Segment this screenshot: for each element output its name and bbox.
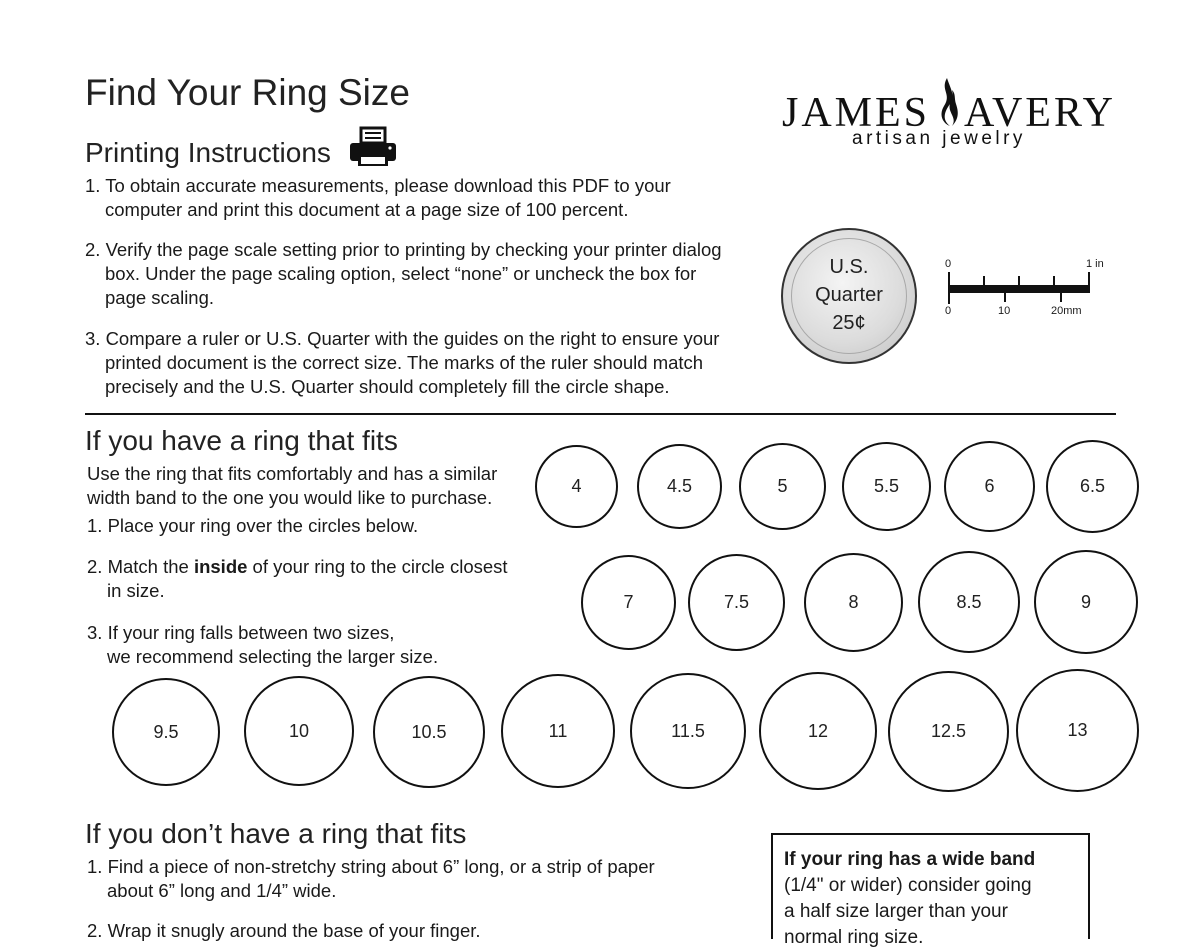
have-ring-intro: [87, 462, 497, 510]
step-text-cont: page scaling.: [105, 287, 215, 308]
ring-size-7: [581, 555, 676, 650]
ring-size-11: [501, 674, 615, 788]
step-text-pre: 2. Match the: [87, 556, 194, 577]
ring-size-label: 10: [288, 720, 310, 741]
tip-line: a half size larger than your: [784, 901, 1008, 922]
ring-size-label: 11.5: [671, 720, 705, 741]
ring-size-label: 9: [1080, 591, 1091, 612]
step-text: 1. Find a piece of non-stretchy string about 6” long, or a strip of paper: [87, 856, 655, 877]
tip-text: [784, 847, 1036, 948]
flame-icon: [930, 82, 964, 128]
step-text-cont: we recommend selecting the larger size.: [107, 646, 439, 667]
have-ring-heading: If you have a ring that fits: [85, 425, 398, 456]
quarter-label-quarter: Quarter: [815, 284, 883, 306]
ring-size-label: 7.5: [723, 592, 750, 612]
step-text: 3. Compare a ruler or U.S. Quarter with the guides on the right to ensure your: [85, 328, 720, 349]
ring-size-label: 11: [548, 720, 568, 741]
ruler-mm-20: 20mm: [1051, 305, 1082, 317]
page-title: Find Your Ring Size: [85, 72, 410, 113]
brand-tagline: artisan jewelry: [852, 128, 1026, 149]
quarter-guide: [781, 228, 917, 364]
step-text-cont: computer and print this document at a page size of 100 percent.: [105, 199, 629, 220]
section-divider: [85, 413, 1116, 415]
ring-size-9-5: [112, 678, 220, 786]
step-text: 1. To obtain accurate measurements, please download this PDF to your: [85, 175, 671, 196]
ring-size-6-5: [1046, 440, 1139, 533]
ring-size-label: 6.5: [1079, 476, 1106, 496]
ruler-mm-0: 0: [945, 305, 952, 317]
ruler-graphic: [940, 256, 1110, 322]
ring-size-label: 13: [1067, 720, 1088, 740]
ring-size-label: 6: [984, 476, 995, 496]
ring-size-8-5: [918, 551, 1020, 653]
step-text: 1. Place your ring over the circles below.: [87, 515, 419, 536]
ring-size-7-5: [688, 554, 785, 651]
ruler-inch-start: 0: [945, 258, 952, 270]
ring-size-4: [535, 445, 618, 528]
ring-size-label: 8.5: [956, 591, 982, 612]
ring-size-5-5: [842, 442, 931, 531]
step-text: [87, 555, 508, 579]
printer-icon: [349, 127, 397, 167]
step-text-cont: printed document is the correct size. The marks of the ruler should match: [105, 352, 704, 373]
quarter-label-value: 25¢: [832, 312, 866, 334]
step-text-bold: inside: [193, 556, 248, 577]
ring-size-10: [244, 676, 354, 786]
ring-size-13: [1016, 669, 1139, 792]
ring-size-12: [759, 672, 877, 790]
ring-size-6: [944, 441, 1035, 532]
printing-step-3: [85, 327, 719, 399]
ring-size-label: 5: [777, 476, 788, 496]
ruler-guide: [940, 256, 1110, 322]
printing-step-1: [85, 174, 671, 222]
step-text-cont: about 6” long and 1/4” wide.: [107, 880, 337, 901]
logo-word-james: JAMES: [782, 90, 931, 136]
ring-size-label: 4.5: [666, 476, 693, 496]
printing-step-2: [85, 238, 722, 310]
ring-size-11-5: [630, 673, 746, 789]
ring-size-label: 12: [807, 720, 829, 741]
step-text: 2. Wrap it snugly around the base of your finger.: [87, 920, 481, 941]
step-text: 3. If your ring falls between two sizes,: [87, 622, 395, 643]
ring-size-label: 8: [848, 592, 859, 612]
ring-size-label: 4: [571, 476, 582, 496]
no-ring-step-1: [87, 855, 655, 903]
ring-size-label: 5.5: [873, 476, 900, 496]
step-text-cont: precisely and the U.S. Quarter should completely fill the circle shape.: [105, 376, 670, 397]
ring-size-label: 12.5: [930, 721, 967, 741]
step-text: 2. Verify the page scale setting prior to printing by checking your printer dialog: [85, 239, 722, 260]
ring-size-10-5: [373, 676, 485, 788]
have-ring-step-3: [87, 621, 438, 669]
ring-size-label: 10.5: [411, 721, 447, 742]
step-text-cont: box. Under the page scaling option, select “none” or uncheck the box for: [105, 263, 697, 284]
no-ring-step-2: [87, 919, 481, 943]
ring-size-8: [804, 553, 903, 652]
intro-line: Use the ring that fits comfortably and has a similar: [87, 463, 498, 484]
tip-heading: [784, 847, 1035, 873]
ruler-inch-end: 1 in: [1086, 258, 1104, 270]
step-text-cont: in size.: [107, 580, 165, 601]
ring-size-12-5: [888, 671, 1009, 792]
tip-line: (1/4" or wider) consider going: [784, 875, 1032, 896]
logo-word-avery: AVERY: [964, 90, 1116, 136]
quarter-label-us: U.S.: [829, 256, 869, 278]
have-ring-step-1: [87, 514, 418, 538]
tip-heading-text: If your ring has a wide band: [784, 849, 1036, 870]
no-ring-heading: If you don’t have a ring that fits: [85, 818, 467, 849]
ring-size-4-5: [637, 444, 722, 529]
ring-size-label: 9.5: [153, 721, 179, 742]
ring-size-9: [1034, 550, 1138, 654]
ring-size-label: 7: [623, 592, 634, 612]
have-ring-step-2: [87, 555, 508, 603]
step-text-post: of your ring to the circle closest: [247, 556, 508, 577]
printing-heading: Printing Instructions: [85, 137, 331, 168]
ring-size-5: [739, 443, 826, 530]
intro-line: width band to the one you would like to purchase.: [87, 487, 493, 508]
tip-line: normal ring size.: [784, 927, 924, 948]
wide-band-tip-box: [771, 833, 1090, 948]
ruler-mm-10: 10: [998, 305, 1011, 317]
